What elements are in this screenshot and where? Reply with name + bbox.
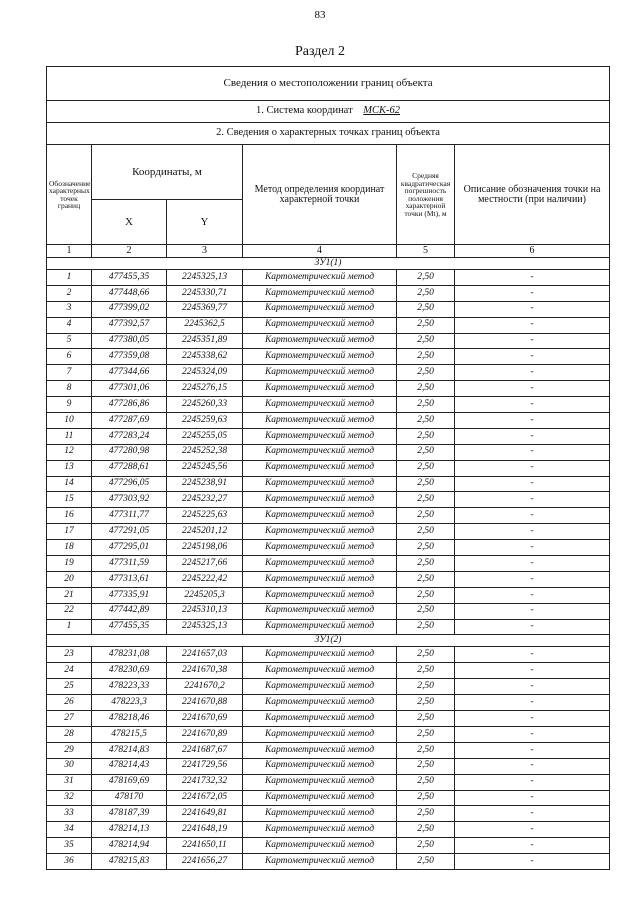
- header-designation: Обозначение характерных точек границ: [47, 145, 92, 245]
- description-cell: -: [455, 508, 610, 524]
- coord-x: 477286,86: [92, 397, 167, 413]
- group-name: ЗУ1(1): [47, 258, 610, 270]
- error-cell: 2,50: [397, 524, 455, 540]
- error-cell: 2,50: [397, 587, 455, 603]
- coord-y: 2245232,27: [167, 492, 243, 508]
- column-number: 4: [243, 245, 397, 258]
- description-cell: -: [455, 822, 610, 838]
- table-row: [47, 270, 610, 286]
- method-cell: Картометрический метод: [243, 806, 397, 822]
- coord-x: 477311,59: [92, 556, 167, 572]
- method-cell: Картометрический метод: [243, 317, 397, 333]
- table-row: [47, 349, 610, 365]
- coord-y: 2241670,89: [167, 726, 243, 742]
- table-row: [47, 742, 610, 758]
- description-cell: -: [455, 726, 610, 742]
- table-row: [47, 726, 610, 742]
- coord-y: 2245245,56: [167, 460, 243, 476]
- header-method: Метод определения координат характерной точки: [243, 145, 397, 245]
- description-cell: -: [455, 301, 610, 317]
- point-number: 34: [47, 822, 92, 838]
- coord-y: 2241649,81: [167, 806, 243, 822]
- error-cell: 2,50: [397, 838, 455, 854]
- table-row: [47, 556, 610, 572]
- method-cell: Картометрический метод: [243, 663, 397, 679]
- description-cell: -: [455, 524, 610, 540]
- group-header-row: [47, 258, 610, 270]
- point-number: 22: [47, 603, 92, 619]
- coord-x: 477313,61: [92, 571, 167, 587]
- description-cell: -: [455, 444, 610, 460]
- error-cell: 2,50: [397, 758, 455, 774]
- coord-y: 2245252,38: [167, 444, 243, 460]
- description-cell: -: [455, 663, 610, 679]
- point-number: 31: [47, 774, 92, 790]
- method-cell: Картометрический метод: [243, 726, 397, 742]
- description-cell: -: [455, 317, 610, 333]
- point-number: 15: [47, 492, 92, 508]
- table-row: [47, 381, 610, 397]
- coord-x: 477280,98: [92, 444, 167, 460]
- method-cell: Картометрический метод: [243, 838, 397, 854]
- coord-y: 2241650,11: [167, 838, 243, 854]
- table-row: [47, 647, 610, 663]
- error-cell: 2,50: [397, 742, 455, 758]
- points-section-label: 2. Сведения о характерных точках границ объекта: [47, 123, 610, 145]
- error-cell: 2,50: [397, 774, 455, 790]
- table-row: [47, 695, 610, 711]
- table-row: [47, 317, 610, 333]
- method-cell: Картометрический метод: [243, 587, 397, 603]
- point-number: 24: [47, 663, 92, 679]
- description-cell: -: [455, 695, 610, 711]
- coord-y: 2241670,69: [167, 711, 243, 727]
- method-cell: Картометрический метод: [243, 571, 397, 587]
- description-cell: -: [455, 774, 610, 790]
- coord-y: 2245324,09: [167, 365, 243, 381]
- description-cell: -: [455, 492, 610, 508]
- method-cell: Картометрический метод: [243, 492, 397, 508]
- point-number: 33: [47, 806, 92, 822]
- coord-x: 478215,83: [92, 854, 167, 870]
- table-row: [47, 679, 610, 695]
- description-cell: -: [455, 397, 610, 413]
- header-error: Средняя квадратическая погрешность положения характерной точки (Mt), м: [397, 145, 455, 245]
- method-cell: Картометрический метод: [243, 349, 397, 365]
- error-cell: 2,50: [397, 556, 455, 572]
- coord-x: 477303,92: [92, 492, 167, 508]
- method-cell: Картометрический метод: [243, 333, 397, 349]
- coord-x: 477296,05: [92, 476, 167, 492]
- point-number: 5: [47, 333, 92, 349]
- column-number: 6: [455, 245, 610, 258]
- point-number: 32: [47, 790, 92, 806]
- method-cell: Картометрический метод: [243, 508, 397, 524]
- method-cell: Картометрический метод: [243, 413, 397, 429]
- description-cell: -: [455, 854, 610, 870]
- coord-y: 2241670,38: [167, 663, 243, 679]
- point-number: 1: [47, 270, 92, 286]
- point-number: 14: [47, 476, 92, 492]
- table-title: Сведения о местоположении границ объекта: [47, 67, 610, 101]
- point-number: 7: [47, 365, 92, 381]
- group-header-row: [47, 635, 610, 647]
- coord-y: 2245205,3: [167, 587, 243, 603]
- point-number: 28: [47, 726, 92, 742]
- coord-y: 2245217,66: [167, 556, 243, 572]
- column-number-row: [47, 245, 610, 258]
- method-cell: Картометрический метод: [243, 822, 397, 838]
- error-cell: 2,50: [397, 695, 455, 711]
- point-number: 19: [47, 556, 92, 572]
- error-cell: 2,50: [397, 822, 455, 838]
- column-number: 2: [92, 245, 167, 258]
- section-title: Раздел 2: [294, 44, 346, 59]
- coord-x: 478169,69: [92, 774, 167, 790]
- method-cell: Картометрический метод: [243, 301, 397, 317]
- coord-y: 2241670,2: [167, 679, 243, 695]
- error-cell: 2,50: [397, 285, 455, 301]
- method-cell: Картометрический метод: [243, 524, 397, 540]
- error-cell: 2,50: [397, 806, 455, 822]
- coord-y: 2245201,12: [167, 524, 243, 540]
- table-row: [47, 774, 610, 790]
- method-cell: Картометрический метод: [243, 365, 397, 381]
- table-row: [47, 571, 610, 587]
- error-cell: 2,50: [397, 679, 455, 695]
- coord-y: 2245330,71: [167, 285, 243, 301]
- coord-y: 2241648,19: [167, 822, 243, 838]
- coord-y: 2245238,91: [167, 476, 243, 492]
- coord-x: 477359,08: [92, 349, 167, 365]
- coord-x: 477448,66: [92, 285, 167, 301]
- method-cell: Картометрический метод: [243, 647, 397, 663]
- method-cell: Картометрический метод: [243, 460, 397, 476]
- method-cell: Картометрический метод: [243, 428, 397, 444]
- description-cell: -: [455, 428, 610, 444]
- method-cell: Картометрический метод: [243, 381, 397, 397]
- coord-x: 477287,69: [92, 413, 167, 429]
- error-cell: 2,50: [397, 540, 455, 556]
- coord-x: 478187,39: [92, 806, 167, 822]
- table-row: [47, 476, 610, 492]
- error-cell: 2,50: [397, 476, 455, 492]
- description-cell: -: [455, 540, 610, 556]
- description-cell: -: [455, 647, 610, 663]
- error-cell: 2,50: [397, 619, 455, 635]
- coord-y: 2245362,5: [167, 317, 243, 333]
- error-cell: 2,50: [397, 790, 455, 806]
- method-cell: Картометрический метод: [243, 742, 397, 758]
- error-cell: 2,50: [397, 333, 455, 349]
- coord-y: 2241657,03: [167, 647, 243, 663]
- point-number: 13: [47, 460, 92, 476]
- table-row: [47, 413, 610, 429]
- method-cell: Картометрический метод: [243, 270, 397, 286]
- coord-x: 478223,33: [92, 679, 167, 695]
- description-cell: -: [455, 790, 610, 806]
- coord-system-label: 1. Система координат: [256, 105, 353, 117]
- error-cell: 2,50: [397, 571, 455, 587]
- description-cell: -: [455, 758, 610, 774]
- description-cell: -: [455, 270, 610, 286]
- coord-system-value: МСК-62: [363, 105, 401, 117]
- description-cell: -: [455, 460, 610, 476]
- error-cell: 2,50: [397, 663, 455, 679]
- table-row: [47, 603, 610, 619]
- coord-y: 2241672,05: [167, 790, 243, 806]
- coord-y: 2245255,05: [167, 428, 243, 444]
- error-cell: 2,50: [397, 726, 455, 742]
- header-description: Описание обозначения точки на местности (при наличии): [455, 145, 610, 245]
- coord-x: 477455,35: [92, 270, 167, 286]
- coord-y: 2245198,06: [167, 540, 243, 556]
- method-cell: Картометрический метод: [243, 603, 397, 619]
- group-name: ЗУ1(2): [47, 635, 610, 647]
- error-cell: 2,50: [397, 349, 455, 365]
- method-cell: Картометрический метод: [243, 695, 397, 711]
- point-number: 20: [47, 571, 92, 587]
- description-cell: -: [455, 349, 610, 365]
- error-cell: 2,50: [397, 711, 455, 727]
- point-number: 17: [47, 524, 92, 540]
- coord-x: 478223,3: [92, 695, 167, 711]
- point-number: 1: [47, 619, 92, 635]
- coord-x: 478214,43: [92, 758, 167, 774]
- boundary-table: [46, 66, 610, 870]
- error-cell: 2,50: [397, 603, 455, 619]
- coord-x: 477380,05: [92, 333, 167, 349]
- coord-y: 2245260,33: [167, 397, 243, 413]
- coord-y: 2245222,42: [167, 571, 243, 587]
- description-cell: -: [455, 571, 610, 587]
- coord-y: 2245325,13: [167, 270, 243, 286]
- table-row: [47, 663, 610, 679]
- method-cell: Картометрический метод: [243, 285, 397, 301]
- error-cell: 2,50: [397, 381, 455, 397]
- column-number: 1: [47, 245, 92, 258]
- table-row: [47, 711, 610, 727]
- table-row: [47, 492, 610, 508]
- method-cell: Картометрический метод: [243, 711, 397, 727]
- coord-x: 477288,61: [92, 460, 167, 476]
- point-number: 10: [47, 413, 92, 429]
- point-number: 30: [47, 758, 92, 774]
- method-cell: Картометрический метод: [243, 679, 397, 695]
- coord-y: 2245338,62: [167, 349, 243, 365]
- coord-y: 2245310,13: [167, 603, 243, 619]
- error-cell: 2,50: [397, 428, 455, 444]
- coord-x: 477455,35: [92, 619, 167, 635]
- method-cell: Картометрический метод: [243, 619, 397, 635]
- description-cell: -: [455, 333, 610, 349]
- error-cell: 2,50: [397, 301, 455, 317]
- coord-x: 477311,77: [92, 508, 167, 524]
- table-row: [47, 822, 610, 838]
- point-number: 27: [47, 711, 92, 727]
- table-row: [47, 758, 610, 774]
- coord-y: 2241656,27: [167, 854, 243, 870]
- description-cell: -: [455, 587, 610, 603]
- table-row: [47, 838, 610, 854]
- coord-x: 477295,01: [92, 540, 167, 556]
- description-cell: -: [455, 365, 610, 381]
- point-number: 6: [47, 349, 92, 365]
- error-cell: 2,50: [397, 444, 455, 460]
- coord-x: 478218,46: [92, 711, 167, 727]
- description-cell: -: [455, 679, 610, 695]
- coord-y: 2245276,15: [167, 381, 243, 397]
- error-cell: 2,50: [397, 460, 455, 476]
- description-cell: -: [455, 603, 610, 619]
- column-number: 5: [397, 245, 455, 258]
- description-cell: -: [455, 838, 610, 854]
- coord-y: 2245351,89: [167, 333, 243, 349]
- coord-x: 478214,13: [92, 822, 167, 838]
- coord-y: 2241732,32: [167, 774, 243, 790]
- error-cell: 2,50: [397, 492, 455, 508]
- point-number: 29: [47, 742, 92, 758]
- table-row: [47, 806, 610, 822]
- coord-system-row: [47, 101, 610, 123]
- point-number: 18: [47, 540, 92, 556]
- header-x: X: [92, 200, 167, 245]
- description-cell: -: [455, 711, 610, 727]
- point-number: 12: [47, 444, 92, 460]
- table-row: [47, 365, 610, 381]
- table-row: [47, 444, 610, 460]
- error-cell: 2,50: [397, 413, 455, 429]
- coord-x: 477301,06: [92, 381, 167, 397]
- table-row: [47, 333, 610, 349]
- coord-x: 477392,57: [92, 317, 167, 333]
- table-row: [47, 301, 610, 317]
- table-row: [47, 285, 610, 301]
- point-number: 9: [47, 397, 92, 413]
- description-cell: -: [455, 556, 610, 572]
- page-number: 83: [314, 9, 326, 21]
- error-cell: 2,50: [397, 365, 455, 381]
- method-cell: Картометрический метод: [243, 854, 397, 870]
- coord-y: 2241729,56: [167, 758, 243, 774]
- error-cell: 2,50: [397, 854, 455, 870]
- coord-x: 478215,5: [92, 726, 167, 742]
- point-number: 36: [47, 854, 92, 870]
- table-row: [47, 397, 610, 413]
- coord-y: 2245325,13: [167, 619, 243, 635]
- method-cell: Картометрический метод: [243, 397, 397, 413]
- point-number: 4: [47, 317, 92, 333]
- point-number: 16: [47, 508, 92, 524]
- table-row: [47, 508, 610, 524]
- point-number: 11: [47, 428, 92, 444]
- header-coordinates: Координаты, м: [92, 145, 243, 200]
- error-cell: 2,50: [397, 647, 455, 663]
- description-cell: -: [455, 285, 610, 301]
- description-cell: -: [455, 806, 610, 822]
- point-number: 8: [47, 381, 92, 397]
- error-cell: 2,50: [397, 508, 455, 524]
- point-number: 21: [47, 587, 92, 603]
- coord-y: 2245225,63: [167, 508, 243, 524]
- description-cell: -: [455, 619, 610, 635]
- table-row: [47, 428, 610, 444]
- description-cell: -: [455, 381, 610, 397]
- coord-y: 2245259,63: [167, 413, 243, 429]
- description-cell: -: [455, 476, 610, 492]
- method-cell: Картометрический метод: [243, 540, 397, 556]
- point-number: 35: [47, 838, 92, 854]
- coord-x: 478230,69: [92, 663, 167, 679]
- description-cell: -: [455, 413, 610, 429]
- method-cell: Картометрический метод: [243, 774, 397, 790]
- table-row: [47, 587, 610, 603]
- point-number: 26: [47, 695, 92, 711]
- coord-x: 477344,66: [92, 365, 167, 381]
- coord-x: 477399,02: [92, 301, 167, 317]
- coord-x: 478170: [92, 790, 167, 806]
- table-row: [47, 854, 610, 870]
- error-cell: 2,50: [397, 397, 455, 413]
- error-cell: 2,50: [397, 270, 455, 286]
- point-number: 23: [47, 647, 92, 663]
- coord-x: 477291,05: [92, 524, 167, 540]
- coord-y: 2241687,67: [167, 742, 243, 758]
- point-number: 25: [47, 679, 92, 695]
- error-cell: 2,50: [397, 317, 455, 333]
- point-number: 2: [47, 285, 92, 301]
- coord-x: 477442,89: [92, 603, 167, 619]
- method-cell: Картометрический метод: [243, 476, 397, 492]
- coord-x: 478214,83: [92, 742, 167, 758]
- coord-x: 478231,08: [92, 647, 167, 663]
- table-row: [47, 790, 610, 806]
- point-number: 3: [47, 301, 92, 317]
- column-number: 3: [167, 245, 243, 258]
- method-cell: Картометрический метод: [243, 556, 397, 572]
- coord-x: 477335,91: [92, 587, 167, 603]
- description-cell: -: [455, 742, 610, 758]
- coord-y: 2245369,77: [167, 301, 243, 317]
- method-cell: Картометрический метод: [243, 444, 397, 460]
- method-cell: Картометрический метод: [243, 790, 397, 806]
- coord-x: 478214,94: [92, 838, 167, 854]
- table-row: [47, 619, 610, 635]
- table-row: [47, 460, 610, 476]
- method-cell: Картометрический метод: [243, 758, 397, 774]
- table-row: [47, 540, 610, 556]
- coord-y: 2241670,88: [167, 695, 243, 711]
- coord-x: 477283,24: [92, 428, 167, 444]
- table-row: [47, 524, 610, 540]
- header-y: Y: [167, 200, 243, 245]
